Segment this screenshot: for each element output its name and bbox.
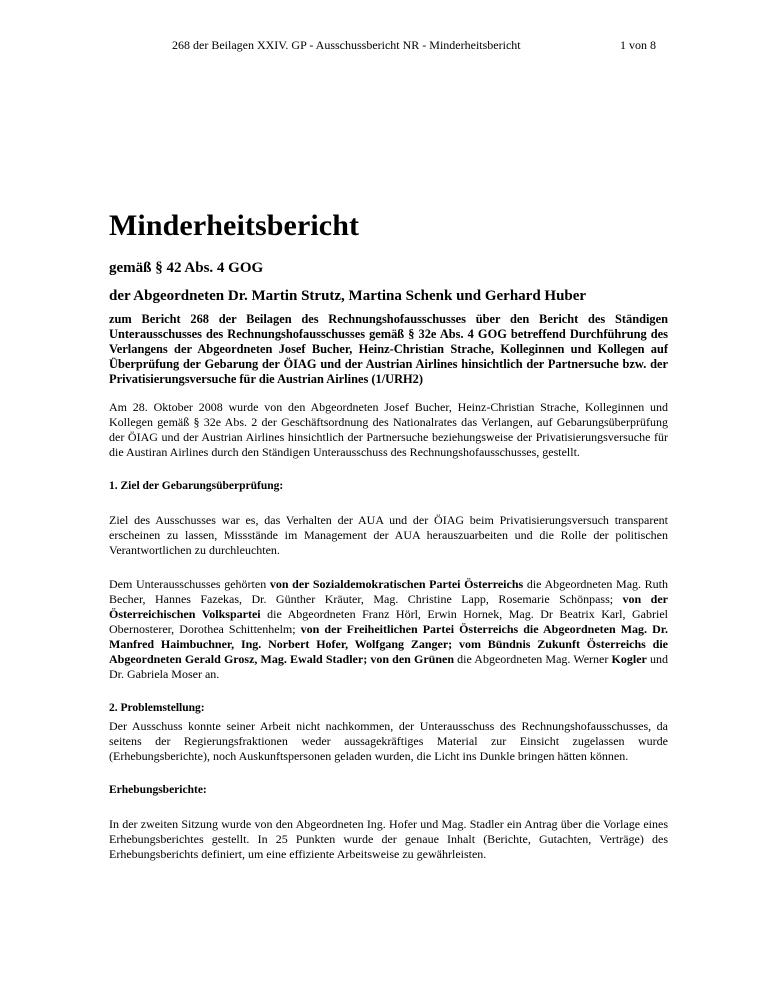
member-kogler: Kogler <box>611 652 647 666</box>
party-fpo-bzo-gruene: von der Freiheitlichen Partei Österreichs die Abgeordneten Mag. Dr. Manfred Haimbuchner, Ing. Norbert Hofer, Wolfgang Zanger; vom Bündnis Zukunft Österreichs die Abgeordneten Gerald Grosz, Mag. Ewald Stadler; von den Grünen <box>109 622 668 666</box>
header-title: 268 der Beilagen XXIV. GP - Ausschussbericht NR - Minderheitsbericht <box>172 38 521 52</box>
section-3-heading: Erhebungsberichte: <box>109 784 207 796</box>
members-text: die Abgeordneten Mag. Ruth Becher, Hannes Fazekas, Dr. Günther Kräuter, Mag. Christine Lapp, Rosemarie Schönpass; <box>109 577 669 606</box>
section-1-heading: 1. Ziel der Gebarungsüberprüfung: <box>109 480 284 492</box>
members-text: Dem Unterausschusses gehörten <box>109 577 270 591</box>
intro-paragraph: Am 28. Oktober 2008 wurde von den Abgeordneten Josef Bucher, Heinz-Christian Strache, Kolleginnen und Kollegen gemäß § 32e Abs. 2 der Geschäftsordnung des Nationalrates das Verlangen, auf Gebarungsüberprüfung der ÖIAG und der Austrian Airlines hinsichtlich der Partnersuche beziehungsweise der Privatisierungsversuche für die Austiran Airlines durch den Ständigen Unterausschuss des Rechnungshofausschusses, gestellt. <box>109 400 668 459</box>
page-number: 1 von 8 <box>620 38 656 52</box>
members-text: die Abgeordneten Franz Hörl, Erwin Hornek, Mag. Dr Beatrix Karl, Gabriel Obernosterer, Dorothea Schittenhelm; <box>109 607 668 636</box>
report-subject: zum Bericht 268 der Beilagen des Rechnungshofausschusses über den Bericht des Ständigen Unterausschusses des Rechnungshofausschusses gemäß § 32e Abs. 4 GOG betreffend Durchführung des Verlangens der Abgeordneten Josef Bucher, Heinz-Christian Strache, Kolleginnen und Kollegen auf Überprüfung der Gebarung der ÖIAG und der Austrian Airlines hinsichtlich der Partnersuche bzw. der Privatisierungsversuche für die Austrian Airlines (1/URH2) <box>109 312 668 386</box>
party-spo: von der Sozialdemokratischen Partei Österreichs <box>269 577 524 591</box>
section-2-heading: 2. Problemstellung: <box>109 702 205 714</box>
authors-line: der Abgeordneten Dr. Martin Strutz, Martina Schenk und Gerhard Huber <box>109 288 587 304</box>
section-1-paragraph: Ziel des Ausschusses war es, das Verhalten der AUA und der ÖIAG beim Privatisierungsversuch transparent erscheinen zu lassen, Missstände im Management der AUA herauszuarbeiten und die Rolle der politischen Verantwortlichen zu durchleuchten. <box>109 513 668 557</box>
section-2-paragraph: Der Ausschuss konnte seiner Arbeit nicht nachkommen, der Unterausschuss des Rechnungshofausschusses, da seitens der Regierungsfraktionen weder aussagekräftiges Material zur Einsicht zugelassen wurde (Erhebungsberichte), noch Auskunftspersonen geladen wurden, die Licht ins Dunkle bringen hätten können. <box>109 719 668 763</box>
page-header <box>0 38 768 54</box>
members-paragraph <box>109 577 668 682</box>
members-text: und Dr. Gabriela Moser an. <box>109 652 669 681</box>
document-body <box>109 207 668 862</box>
section-3-paragraph: In der zweiten Sitzung wurde von den Abgeordneten Ing. Hofer und Mag. Stadler ein Antrag über die Vorlage eines Erhebungsberichtes gestellt. In 25 Punkten wurde der genaue Inhalt (Berichte, Gutachten, Verträge) des Erhebungsberichts definiert, um eine effiziente Arbeitsweise zu gewährleisten. <box>109 817 668 861</box>
document-title: Minderheitsbericht <box>109 209 360 242</box>
legal-basis: gemäß § 42 Abs. 4 GOG <box>109 260 264 276</box>
members-text: die Abgeordneten Mag. Werner <box>454 652 612 666</box>
party-ovp: von der Österreichischen Volkspartei <box>109 592 668 621</box>
